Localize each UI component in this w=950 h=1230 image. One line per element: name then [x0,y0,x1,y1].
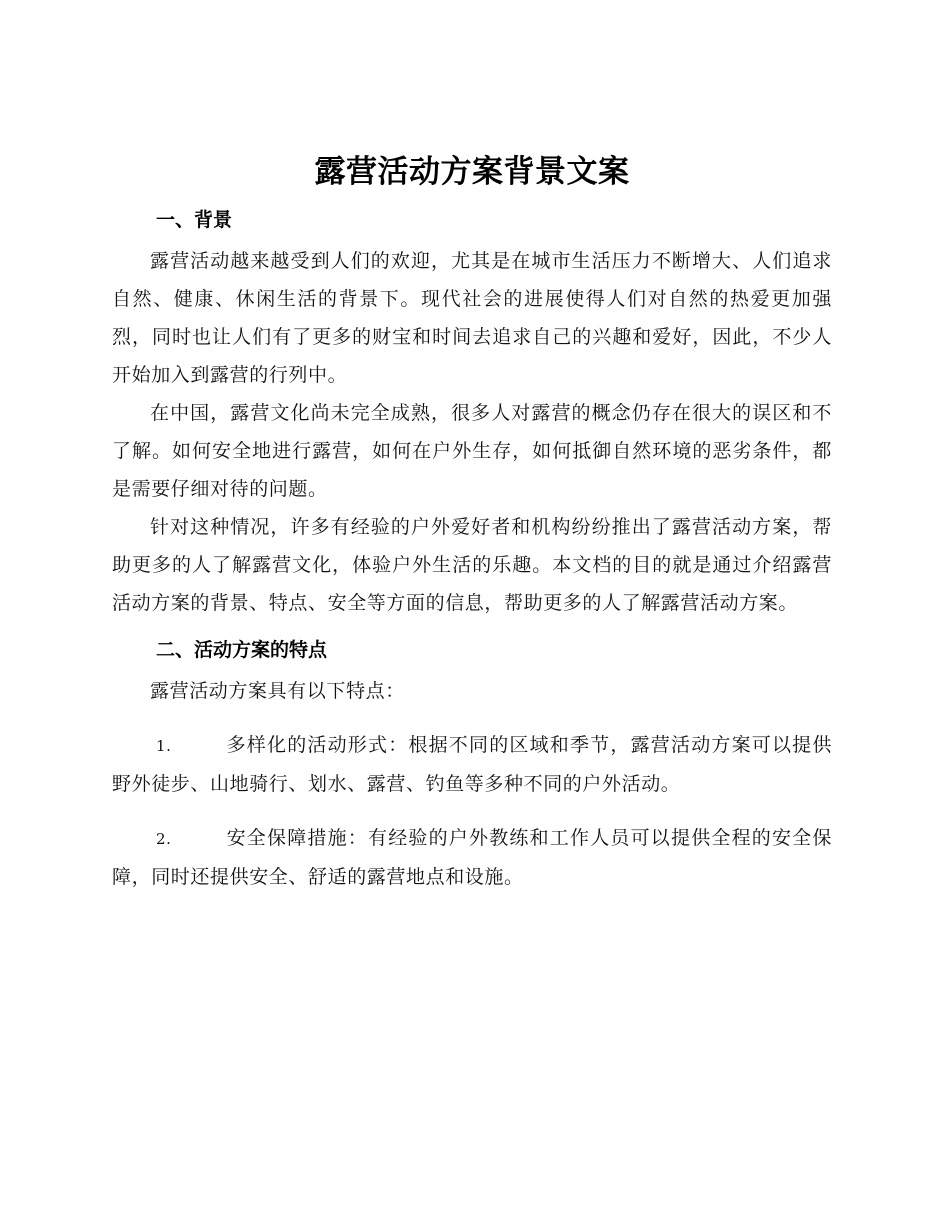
list-item-text: 安全保障措施：有经验的户外教练和工作人员可以提供全程的安全保障，同时还提供安全、舒适的露营地点和设施。 [112,827,832,888]
paragraph: 针对这种情况，许多有经验的户外爱好者和机构纷纷推出了露营活动方案，帮助更多的人了解露营文化，体验户外生活的乐趣。本文档的目的就是通过介绍露营活动方案的背景、特点、安全等方面的信息，帮助更多的人了解露营活动方案。 [112,516,832,614]
paragraph: 露营活动越来越受到人们的欢迎，尤其是在城市生活压力不断增大、人们追求自然、健康、休闲生活的背景下。现代社会的进展使得人们对自然的热爱更加强烈，同时也让人们有了更多的财宝和时间去追求自己的兴趣和爱好，因此，不少人开始加入到露营的行列中。 [112,250,832,386]
document-title: 露营活动方案背景文案 [314,154,630,190]
list-item-number: 2. [156,830,172,848]
list-item-number: 1. [156,737,172,755]
paragraph: 在中国，露营文化尚未完全成熟，很多人对露营的概念仍存在很大的误区和不了解。如何安全地进行露营，如何在户外生存，如何抵御自然环境的恶劣条件，都是需要仔细对待的问题。 [112,402,832,500]
paragraph-intro: 露营活动方案具有以下特点： [150,680,405,702]
list-item-text: 多样化的活动形式：根据不同的区域和季节，露营活动方案可以提供野外徒步、山地骑行、划水、露营、钓鱼等多种不同的户外活动。 [112,734,832,795]
section-heading-features: 二、活动方案的特点 [156,639,328,661]
section-heading-background: 一、背景 [156,209,233,231]
document-body [112,146,832,896]
list-item [112,819,832,896]
list-item [112,726,832,803]
